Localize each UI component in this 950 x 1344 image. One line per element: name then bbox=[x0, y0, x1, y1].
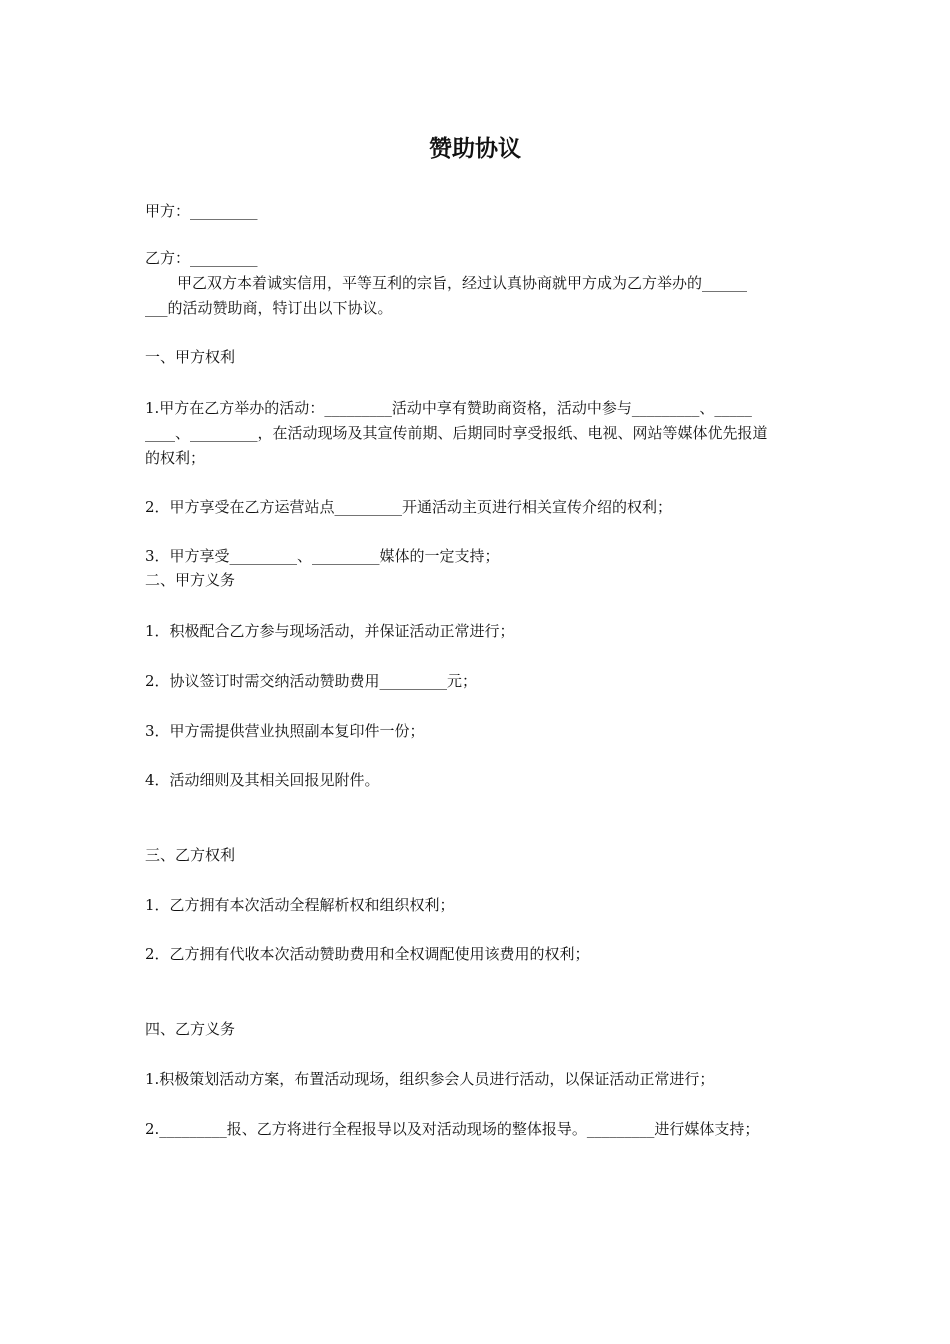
section-4-item-1: 1.积极策划活动方案，布置活动现场，组织参会人员进行活动，以保证活动正常进行； bbox=[145, 1070, 715, 1088]
section-2-item-1: 1．积极配合乙方参与现场活动，并保证活动正常进行； bbox=[145, 622, 515, 640]
section-1-heading: 一、甲方权利 bbox=[145, 348, 236, 366]
section-1-item-1-line-1: 1.甲方在乙方举办的活动：_________活动中享有赞助商资格，活动中参与_________、_____ bbox=[145, 399, 752, 417]
intro-paragraph-line-2: ___的活动赞助商，特订出以下协议。 bbox=[145, 299, 393, 317]
section-3-item-1: 1．乙方拥有本次活动全程解析权和组织权利； bbox=[145, 896, 455, 914]
section-4-item-2: 2._________报、乙方将进行全程报导以及对活动现场的整体报导。_________进行媒体支持； bbox=[145, 1120, 760, 1138]
section-4-heading: 四、乙方义务 bbox=[145, 1020, 236, 1038]
intro-paragraph-line-1: 甲乙双方本着诚实信用，平等互利的宗旨，经过认真协商就甲方成为乙方举办的______ bbox=[177, 274, 748, 292]
section-2-item-3: 3．甲方需提供营业执照副本复印件一份； bbox=[145, 722, 425, 740]
section-3-heading: 三、乙方权利 bbox=[145, 846, 236, 864]
section-1-item-1-line-3: 的权利； bbox=[145, 449, 206, 467]
section-1-item-1-line-2: ____、_________，在活动现场及其宣传前期、后期同时享受报纸、电视、网站等媒体优先报道 bbox=[145, 424, 768, 442]
section-2-item-2: 2．协议签订时需交纳活动赞助费用_________元； bbox=[145, 672, 478, 690]
party-a-line: 甲方：_________ bbox=[145, 202, 258, 220]
document-title: 赞助协议 bbox=[429, 136, 521, 162]
section-3-item-2: 2．乙方拥有代收本次活动赞助费用和全权调配使用该费用的权利； bbox=[145, 945, 590, 963]
party-b-line: 乙方：_________ bbox=[145, 249, 258, 267]
section-2-item-4: 4．活动细则及其相关回报见附件。 bbox=[145, 771, 380, 789]
section-1-item-2: 2．甲方享受在乙方运营站点_________开通活动主页进行相关宣传介绍的权利； bbox=[145, 498, 673, 516]
section-2-heading: 二、甲方义务 bbox=[145, 571, 236, 589]
section-1-item-3: 3．甲方享受_________、_________媒体的一定支持； bbox=[145, 547, 500, 565]
